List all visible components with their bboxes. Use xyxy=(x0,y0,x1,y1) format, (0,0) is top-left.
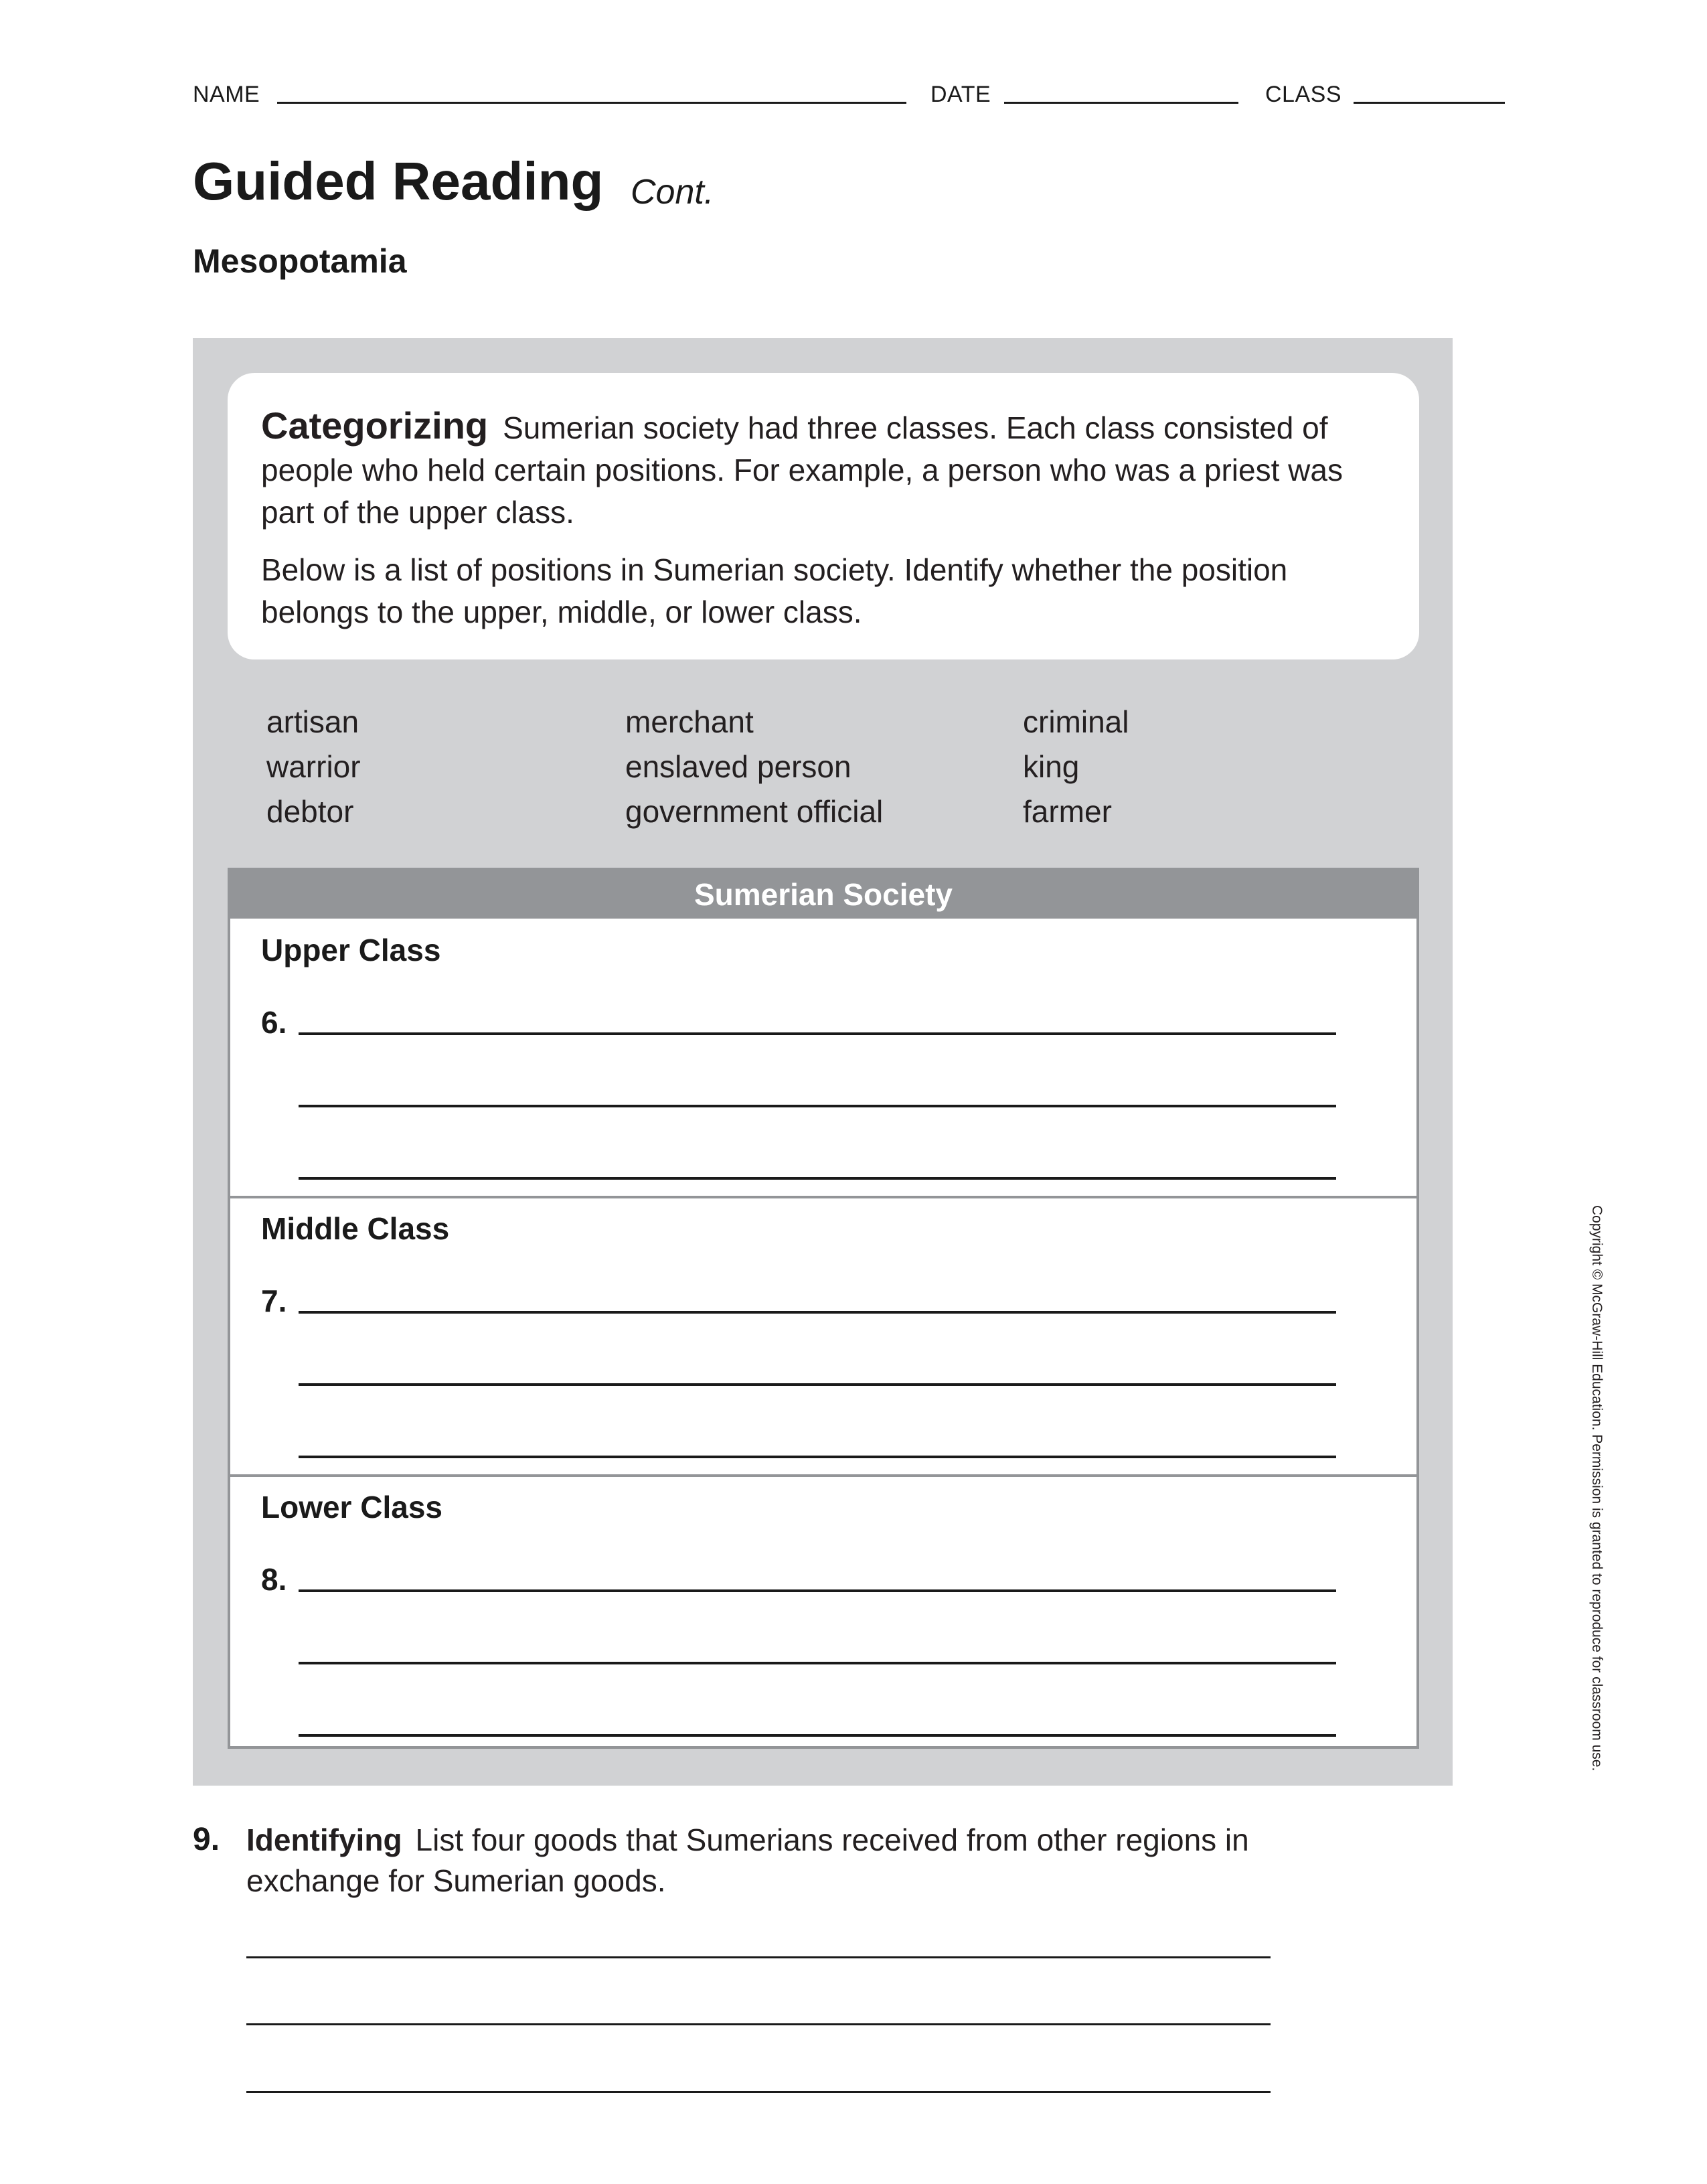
instructions-paragraph-1 xyxy=(261,404,1399,534)
answer-line-9a[interactable] xyxy=(246,1956,1271,1958)
table-divider xyxy=(228,1196,1419,1198)
date-field[interactable] xyxy=(1004,102,1238,104)
lower-class-heading: Lower Class xyxy=(261,1490,442,1525)
class-field[interactable] xyxy=(1354,102,1505,104)
answer-line-8c[interactable] xyxy=(299,1734,1336,1737)
instructions-keyword: Categorizing xyxy=(261,404,489,447)
word-bank-item: warrior xyxy=(266,749,361,784)
question-9-number: 9. xyxy=(193,1822,220,1857)
answer-line-6a[interactable] xyxy=(299,1032,1336,1035)
word-bank-item: merchant xyxy=(625,704,754,739)
answer-line-8a[interactable] xyxy=(299,1589,1336,1592)
word-bank-item: debtor xyxy=(266,794,354,829)
copyright-text: Copyright © McGraw-Hill Education. Permission is granted to reproduce for classroom use. xyxy=(1589,1205,1605,1772)
answer-line-7a[interactable] xyxy=(299,1311,1336,1314)
page-title: Guided Reading xyxy=(193,151,604,211)
word-bank-item: enslaved person xyxy=(625,749,851,784)
middle-class-heading: Middle Class xyxy=(261,1211,450,1246)
title-suffix: Cont. xyxy=(631,173,714,212)
question-6-number: 6. xyxy=(261,1005,287,1040)
word-bank-item: criminal xyxy=(1023,704,1129,739)
answer-line-8b[interactable] xyxy=(299,1662,1336,1664)
answer-line-6b[interactable] xyxy=(299,1105,1336,1107)
table-divider xyxy=(228,1474,1419,1477)
instructions-paragraph-2: Below is a list of positions in Sumerian society. Identify whether the position belongs to the upper, middle, or lower class. xyxy=(261,552,1288,629)
answer-line-6c[interactable] xyxy=(299,1177,1336,1180)
table-title: Sumerian Society xyxy=(228,868,1419,919)
answer-line-7b[interactable] xyxy=(299,1383,1336,1386)
question-8-number: 8. xyxy=(261,1562,287,1597)
answer-line-9b[interactable] xyxy=(246,2023,1271,2025)
page-subtitle: Mesopotamia xyxy=(193,242,407,280)
upper-class-heading: Upper Class xyxy=(261,933,441,967)
date-label: DATE xyxy=(930,82,991,107)
word-bank-item: artisan xyxy=(266,704,359,739)
sumerian-society-table xyxy=(228,868,1419,1749)
question-9-text xyxy=(246,1820,1317,1901)
word-bank-item: farmer xyxy=(1023,794,1112,829)
name-field[interactable] xyxy=(277,102,906,104)
answer-line-9c[interactable] xyxy=(246,2091,1271,2093)
question-9-prompt: List four goods that Sumerians received from other regions in exchange for Sumerian goods. xyxy=(246,1822,1249,1898)
word-bank-item: king xyxy=(1023,749,1080,784)
class-label: CLASS xyxy=(1265,82,1342,107)
name-label: NAME xyxy=(193,82,260,107)
answer-line-7c[interactable] xyxy=(299,1456,1336,1458)
question-9-keyword: Identifying xyxy=(246,1822,402,1857)
word-bank-item: government official xyxy=(625,794,884,829)
instructions-text-1: Sumerian society had three classes. Each class consisted of people who held certain positions. For example, a person who was a priest was part of the upper class. xyxy=(261,410,1343,530)
question-7-number: 7. xyxy=(261,1283,287,1318)
